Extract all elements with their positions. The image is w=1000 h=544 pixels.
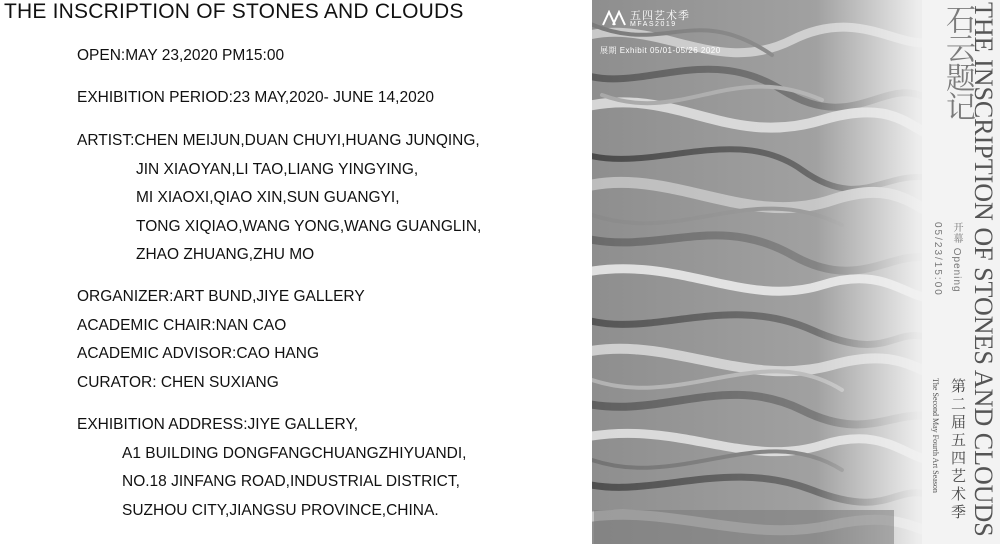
poster-title-en: THE INSCRIPTION OF STONES AND CLOUDS [969,2,998,537]
exhibition-title: THE INSCRIPTION OF STONES AND CLOUDS [4,0,464,23]
address-line: EXHIBITION ADDRESS:JIYE GALLERY, [77,416,359,433]
artist-line: TONG XIQIAO,WANG YONG,WANG GUANGLIN, [136,218,482,235]
artist-line: MI XIAOXI,QIAO XIN,SUN GUANGYI, [136,189,400,206]
exhibition-poster [592,0,1000,544]
curator: CURATOR: CHEN SUXIANG [77,374,279,391]
opening-time: OPEN:MAY 23,2020 PM15:00 [77,47,285,64]
opening-date: 05/23/15:00 [932,222,943,297]
organizer: ORGANIZER:ART BUND,JIYE GALLERY [77,288,365,305]
artist-line: ZHAO ZHUANG,ZHU MO [136,246,315,263]
exhibit-dates: 展期 Exhibit 05/01-05/26 2020 [600,46,721,55]
exhibition-period: EXHIBITION PERIOD:23 MAY,2020- JUNE 14,2020 [77,89,434,106]
address-line: NO.18 JINFANG ROAD,INDUSTRIAL DISTRICT, [122,473,460,490]
season-cn: 第二届五四艺术季 [949,378,966,522]
address-line: SUZHOU CITY,JIANGSU PROVINCE,CHINA. [122,502,439,519]
logo-mark-icon [602,10,626,26]
academic-advisor: ACADEMIC ADVISOR:CAO HANG [77,345,320,362]
artist-line: ARTIST:CHEN MEIJUN,DUAN CHUYI,HUANG JUNQING, [77,132,480,149]
academic-chair: ACADEMIC CHAIR:NAN CAO [77,317,287,334]
poster-title-cn: 石云题记 [941,4,974,120]
season-en: The Second May Fourth Art Season [931,378,940,493]
artist-line: JIN XIAOYAN,LI TAO,LIANG YINGYING, [136,161,419,178]
opening-label: 开幕 Opening [951,222,962,293]
logo-en: MFAS2019 [630,21,677,28]
logo-cn: 五四艺术季 [630,10,690,22]
address-line: A1 BUILDING DONGFANGCHUANGZHIYUANDI, [122,445,467,462]
